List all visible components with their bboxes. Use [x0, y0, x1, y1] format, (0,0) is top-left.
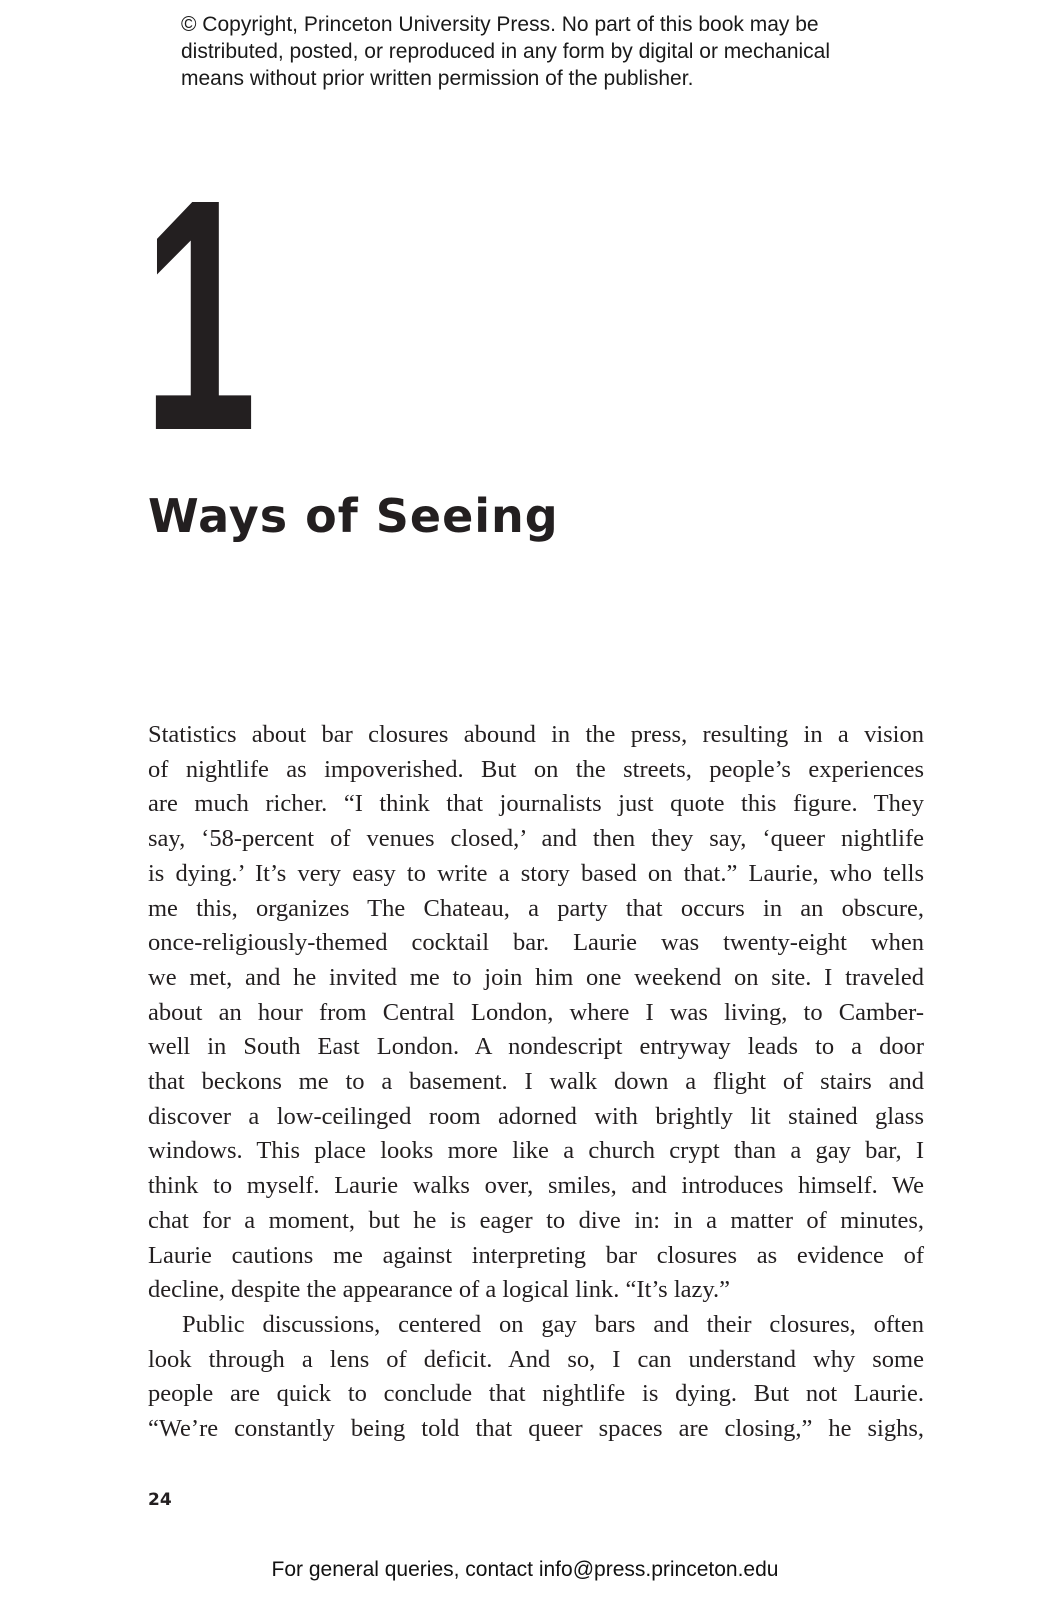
text-line: windows. This place looks more like a church crypt than a gay bar, I: [148, 1137, 924, 1165]
chapter-title: Ways of Seeing: [148, 489, 559, 543]
text-line: Laurie cautions me against interpreting bar closures as evidence of: [148, 1241, 924, 1269]
text-line: discover a low-ceilinged room adorned with brightly lit stained glass: [148, 1102, 924, 1130]
copyright-line: means without prior written permission of the publisher.: [181, 67, 694, 90]
text-line: me this, organizes The Chateau, a party that occurs in an obscure,: [148, 894, 924, 922]
text-line: think to myself. Laurie walks over, smiles, and introduces himself. We: [148, 1172, 924, 1200]
text-line: decline, despite the appearance of a logical link. “It’s lazy.”: [148, 1276, 731, 1304]
chapter-number: 1: [143, 130, 251, 499]
text-line: Public discussions, centered on gay bars and their closures, often: [182, 1310, 924, 1338]
text-line: chat for a moment, but he is eager to dive in: in a matter of minutes,: [148, 1206, 924, 1234]
copyright-line: distributed, posted, or reproduced in any form by digital or mechanical: [181, 40, 831, 63]
text-line: look through a lens of deficit. And so, I can understand why some: [148, 1345, 924, 1373]
text-line: we met, and he invited me to join him one weekend on site. I traveled: [148, 963, 924, 991]
text-line: once-religiously-themed cocktail bar. Laurie was twenty-eight when: [148, 929, 924, 957]
paragraph-1: [148, 718, 924, 1308]
text-line: is dying.’ It’s very easy to write a story based on that.” Laurie, who tells: [148, 859, 924, 887]
text-line: say, ‘58-percent of venues closed,’ and then they say, ‘queer nightlife: [148, 825, 924, 853]
body-text: [148, 718, 924, 1447]
text-line: Statistics about bar closures abound in the press, resulting in a vision: [148, 721, 924, 748]
text-line: that beckons me to a basement. I walk down a flight of stairs and: [148, 1068, 924, 1096]
text-line: of nightlife as impoverished. But on the streets, people’s experiences: [148, 755, 924, 783]
page-number: 24: [148, 1490, 172, 1510]
contact-note: For general queries, contact info@press.princeton.edu: [271, 1558, 779, 1581]
copyright-line: © Copyright, Princeton University Press. No part of this book may be: [181, 13, 819, 36]
text-line: people are quick to conclude that nightlife is dying. But not Laurie.: [148, 1380, 924, 1408]
text-line: “We’re constantly being told that queer spaces are closing,” he sighs,: [148, 1415, 924, 1443]
text-line: are much richer. “I think that journalists just quote this figure. They: [148, 790, 924, 818]
text-line: about an hour from Central London, where I was living, to Camber-: [148, 998, 924, 1026]
paragraph-2: [148, 1308, 924, 1447]
copyright-notice: [181, 11, 941, 92]
text-line: well in South East London. A nondescript entryway leads to a door: [148, 1033, 924, 1061]
